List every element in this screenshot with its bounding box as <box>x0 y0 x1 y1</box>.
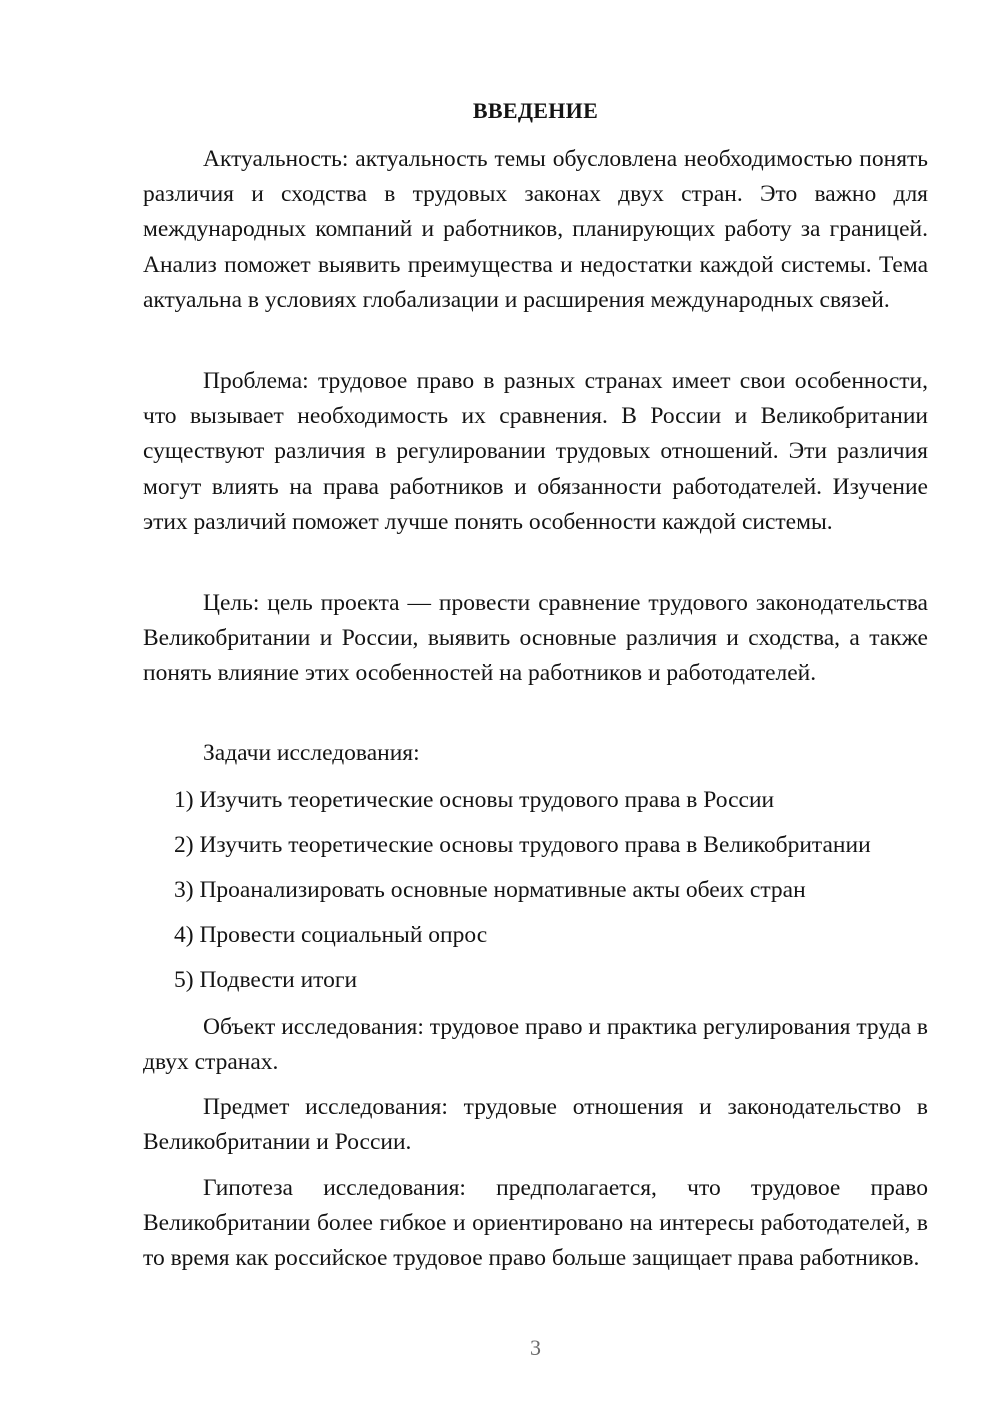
task-item-3: 3) Проанализировать основные нормативные акты обеих стран <box>174 877 806 903</box>
tasks-heading: Задачи исследования: <box>203 740 420 766</box>
paragraph-problem: Проблема: трудовое право в разных странах имеет свои особенности, что вызывает необходимость их сравнения. В России и Великобритании существуют различия в регулировании трудовых отношений. Эти различия могут влиять на права работников и обязанности работодателей. Изучение этих различий поможет лучше понять особенности каждой системы. <box>143 368 928 535</box>
paragraph-hypothesis: Гипотеза исследования: предполагается, что трудовое право Великобритании более гибкое и ориентировано на интересы работодателей, в то время как российское трудовое право больше защищает права работников. <box>143 1175 928 1272</box>
task-item-2: 2) Изучить теоретические основы трудового права в Великобритании <box>174 832 871 858</box>
task-item-1: 1) Изучить теоретические основы трудового права в России <box>174 787 775 813</box>
paragraph-relevance: Актуальность: актуальность темы обусловлена необходимостью понять различия и сходства в трудовых законах двух стран. Это важно для международных компаний и работников, планирующих работу за границей. Анализ поможет выявить преимущества и недостатки каждой системы. Тема актуальна в условиях глобализации и расширения международных связей. <box>143 146 928 313</box>
paragraph-subject: Предмет исследования: трудовые отношения и законодательство в Великобритании и России. <box>143 1094 928 1156</box>
page-number: 3 <box>530 1335 541 1360</box>
paragraph-goal: Цель: цель проекта — провести сравнение трудового законодательства Великобритании и России, выявить основные различия и сходства, а также понять влияние этих особенностей на работников и работодателей. <box>143 590 928 687</box>
document-page <box>143 0 928 1414</box>
paragraph-object: Объект исследования: трудовое право и практика регулирования труда в двух странах. <box>143 1014 928 1076</box>
task-item-5: 5) Подвести итоги <box>174 967 358 993</box>
section-title: ВВЕДЕНИЕ <box>472 98 599 123</box>
task-item-4: 4) Провести социальный опрос <box>174 922 488 948</box>
